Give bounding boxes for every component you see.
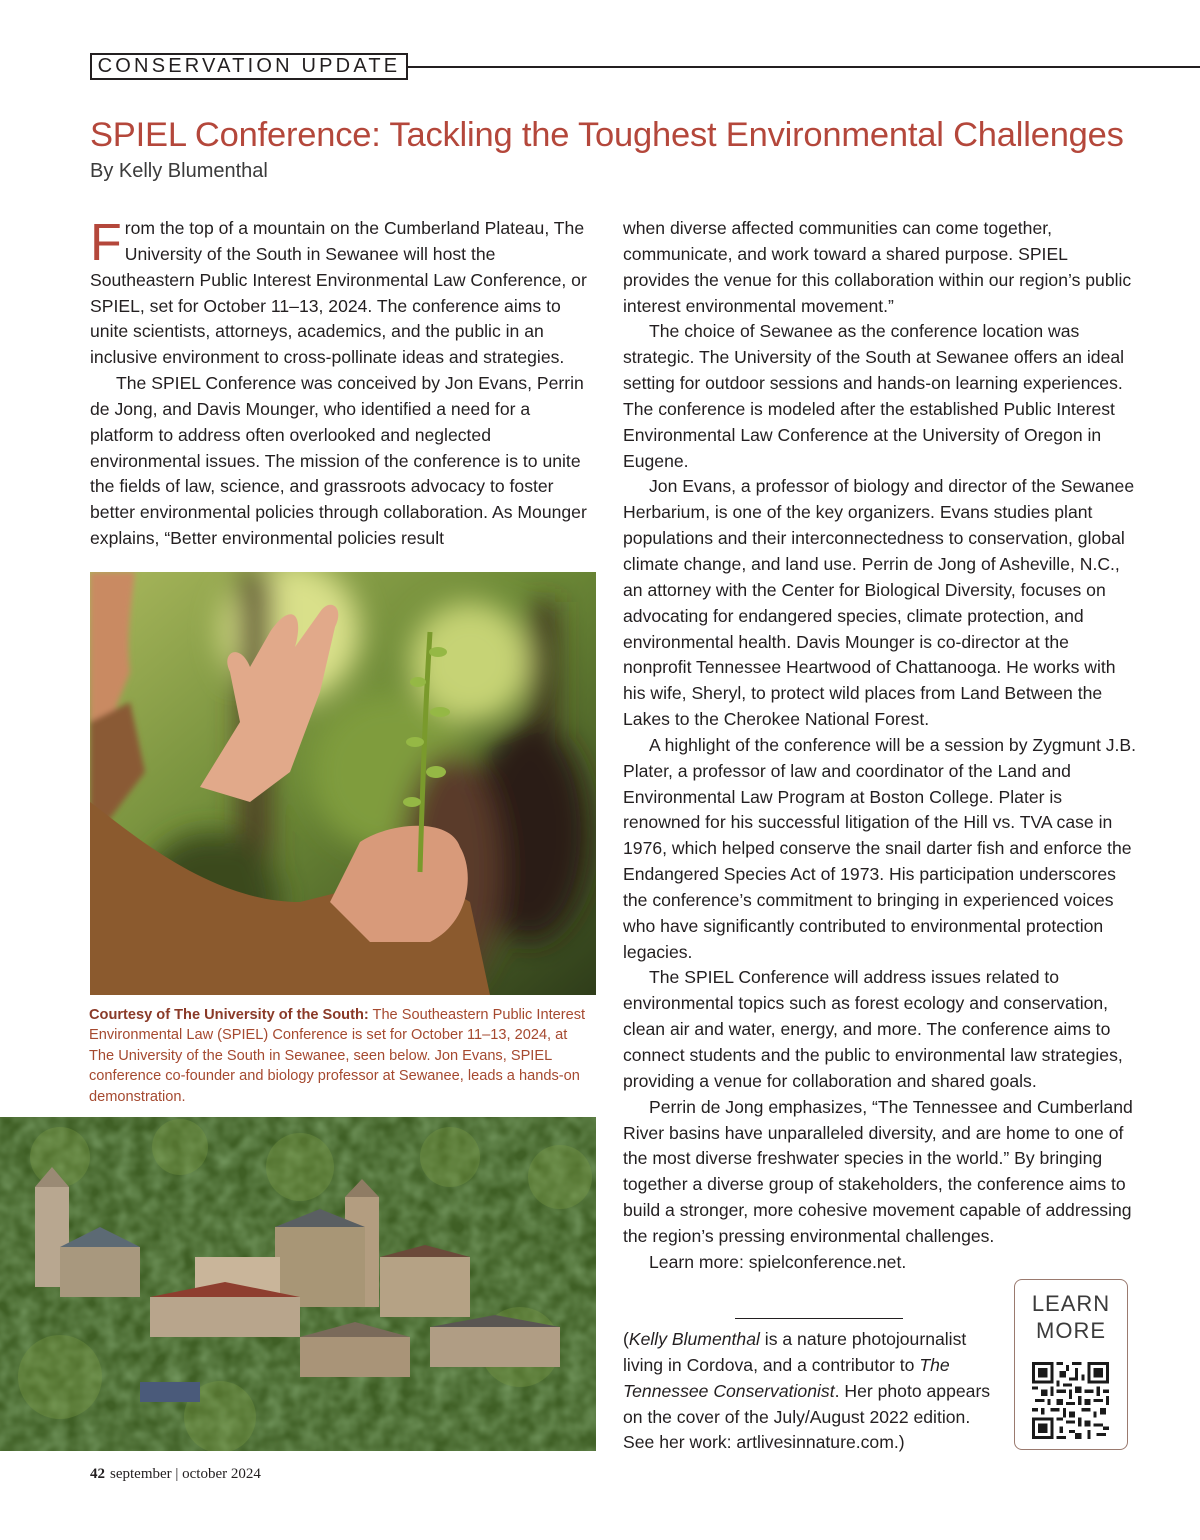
byline: By Kelly Blumenthal [90, 160, 268, 182]
page-number: 42 [90, 1466, 105, 1482]
photo-campus-aerial [0, 1117, 596, 1451]
learn-more-title [1015, 1290, 1127, 1344]
paragraph: when diverse affected communities can come together, communicate, and work toward a shared purpose. SPIEL provides the venue for this collaboration within our region’s public interest environmental movement.” [623, 218, 1132, 316]
bio-text: is a nature photojournalist living in Cordova, and a contributor to [623, 1329, 967, 1375]
photo-caption [89, 1005, 587, 1107]
learn-more-line1: LEARN [1031, 1291, 1111, 1316]
page-footer [90, 1466, 261, 1483]
caption-credit: Courtesy of The University of the South: [89, 1007, 369, 1023]
learn-more-link[interactable]: Learn more: spielconference.net. [649, 1251, 907, 1272]
issue-date: september | october 2024 [110, 1466, 261, 1482]
bio-open: ( [623, 1329, 629, 1349]
bio-publication: The Tennessee Conservationist [623, 1354, 950, 1401]
dropcap: F [90, 214, 122, 272]
right-column [623, 216, 1138, 1276]
qr-code-icon[interactable] [1032, 1362, 1109, 1439]
paragraph: The SPIEL Conference will address issues related to environmental topics such as forest ecology and conservation, clean air and water, energy, and more. The conference aims to connect students and the public to environmental law strategies, providing a venue for collaboration and shared goals. [623, 967, 1123, 1091]
paragraph: Perrin de Jong emphasizes, “The Tennessee and Cumberland River basins have unparalleled diversity, and are home to one of the most diverse freshwater species in the world.” By bringing together a diverse group of stakeholders, the conference aims to build a stronger, more cohesive movement capable of addressing the region’s pressing environmental challenges. [623, 1096, 1133, 1246]
paragraph: The SPIEL Conference was conceived by Jon Evans, Perrin de Jong, and Davis Mounger, who identified a need for a platform to address often overlooked and neglected environmental issues. The mission of the conference is to unite the fields of law, science, and grassroots advocacy to foster better environmental policies through collaboration. As Mounger explains, “Better environmental policies result [90, 373, 587, 549]
caption-text: The Southeastern Public Interest Environmental Law (SPIEL) Conference is set for October 11–13, 2024, at The University of the South in Sewanee, seen below. Jon Evans, SPIEL conference co-founder and biology professor at Sewanee, leads a hands-on demonstration. [89, 1007, 586, 1105]
bio-text-end: . Her photo appears on the cover of the July/August 2022 edition. See her work: artlivesinnature.com.) [623, 1380, 991, 1453]
learn-more-line2: MORE [1036, 1318, 1106, 1343]
bio-author-name: Kelly Blumenthal [628, 1329, 760, 1349]
left-column [90, 216, 595, 552]
bio-divider [735, 1318, 903, 1319]
paragraph: A highlight of the conference will be a session by Zygmunt J.B. Plater, a professor of law and coordinator of the Land and Environmental Law Program at Boston College. Plater is renowned for his successful litigation of the Hill vs. TVA case in 1976, which helped conserve the snail darter fish and enforce the Endangered Species Act of 1973. His participation underscores the conference’s commitment to bringing in experienced voices who have significantly contributed to environmental protection legacies. [623, 734, 1137, 962]
header-rule [408, 66, 1200, 68]
section-label: CONSERVATION UPDATE [90, 53, 408, 80]
paragraph: The choice of Sewanee as the conference location was strategic. The University of the South at Sewanee offers an ideal setting for outdoor sessions and hands-on learning experiences. The conference is modeled after the established Public Interest Environmental Law Conference at the University of Oregon in Eugene. [623, 321, 1125, 471]
author-bio [623, 1327, 1003, 1456]
photo-hands-demonstration [90, 572, 596, 995]
paragraph-intro [90, 216, 595, 371]
learn-more-box[interactable] [1014, 1279, 1128, 1450]
article-title: SPIEL Conference: Tackling the Toughest Environmental Challenges [90, 116, 1124, 154]
paragraph-text: rom the top of a mountain on the Cumberland Plateau, The University of the South in Sewanee will host the Southeastern Public Interest Environmental Law Conference, or SPIEL, set for October 11–13, 2024. The conference aims to unite scientists, attorneys, academics, and the public in an inclusive environment to cross-pollinate ideas and strategies. [90, 218, 587, 368]
paragraph: Jon Evans, a professor of biology and director of the Sewanee Herbarium, is one of the key organizers. Evans studies plant populations and their interconnectedness to conservation, global climate change, and land use. Perrin de Jong of Asheville, N.C., an attorney with the Center for Biological Diversity, focuses on advocating for endangered species, climate protection, and environmental health. Davis Mounger is co-director at the nonprofit Tennessee Heartwood of Chattanooga. He works with his wife, Sheryl, to protect wild places from Land Between the Lakes to the Cherokee National Forest. [623, 476, 1135, 730]
